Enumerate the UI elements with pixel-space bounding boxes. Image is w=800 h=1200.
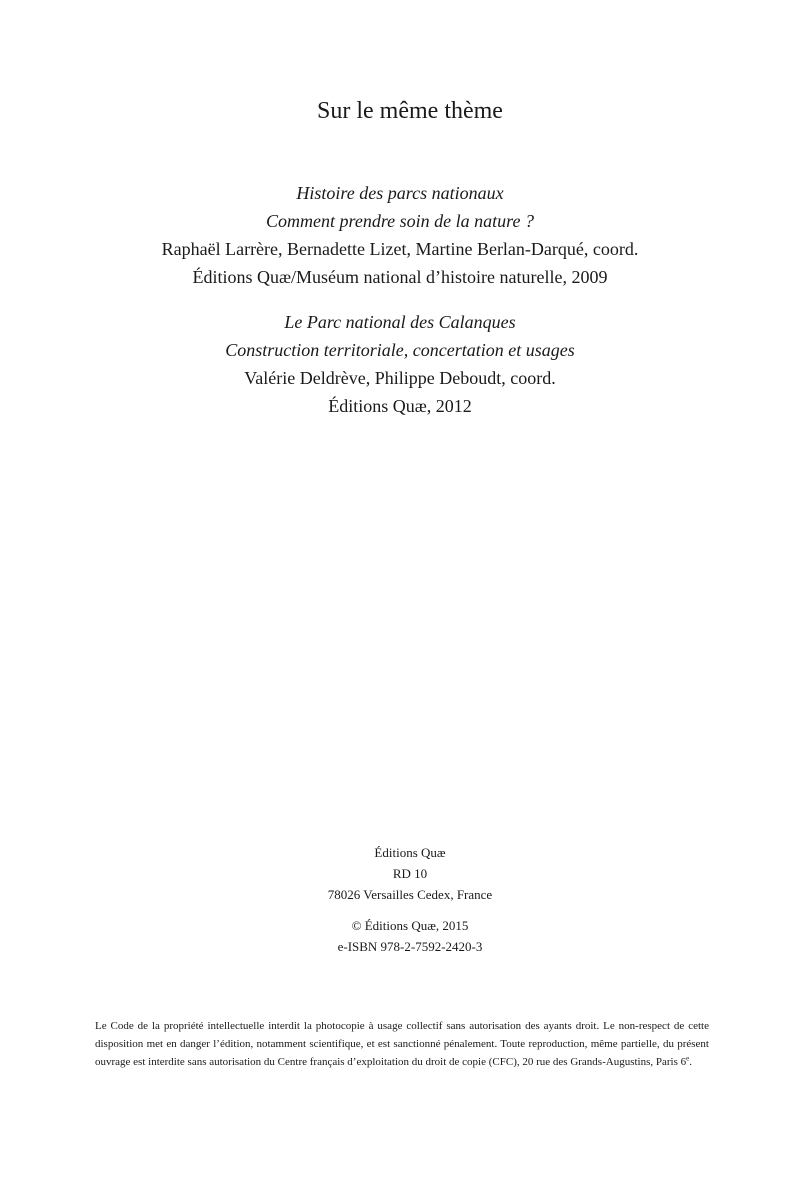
- book-title: Le Parc national des Calanques: [284, 312, 516, 332]
- book-authors: Valérie Deldrève, Philippe Deboudt, coord.: [244, 368, 556, 388]
- address-city: 78026 Versailles Cedex, France: [327, 887, 493, 902]
- book-entry: [0, 308, 800, 420]
- copyright-block: [0, 915, 800, 957]
- address-street: RD 10: [392, 866, 428, 881]
- publisher-address: [0, 842, 800, 905]
- book-title: Histoire des parcs nationaux: [296, 183, 504, 203]
- book-authors: Raphaël Larrère, Bernadette Lizet, Martine Berlan-Darqué, coord.: [161, 239, 639, 259]
- imprint-block: [0, 842, 800, 967]
- publisher-name: Éditions Quæ: [374, 845, 446, 860]
- book-publisher: Éditions Quæ/Muséum national d’histoire naturelle, 2009: [192, 267, 608, 287]
- legal-notice: [95, 1017, 709, 1071]
- legal-text: Le Code de la propriété intellectuelle interdit la photocopie à usage collectif sans autorisation des ayants droit. Le non-respect de cette disposition met en danger l’édition, notamment scientifique, et est sanctionné pénalement. Toute reproduction, même partielle, du présent ouvrage est interdite sans autorisation du Centre français d’exploitation du droit de copie (CFC), 20 rue des Grands-Augustins, Paris 6: [95, 1020, 709, 1068]
- book-entry: [0, 179, 800, 291]
- legal-superscript: e: [686, 1054, 690, 1063]
- book-subtitle: Comment prendre soin de la nature ?: [266, 211, 534, 231]
- related-books: [0, 179, 800, 437]
- book-subtitle: Construction territoriale, concertation et usages: [225, 340, 575, 360]
- legal-end: .: [689, 1056, 692, 1068]
- section-heading: Sur le même thème: [317, 98, 503, 124]
- book-publisher: Éditions Quæ, 2012: [328, 396, 472, 416]
- isbn: e-ISBN 978-2-7592-2420-3: [337, 939, 483, 954]
- copyright-notice: © Éditions Quæ, 2015: [351, 918, 469, 933]
